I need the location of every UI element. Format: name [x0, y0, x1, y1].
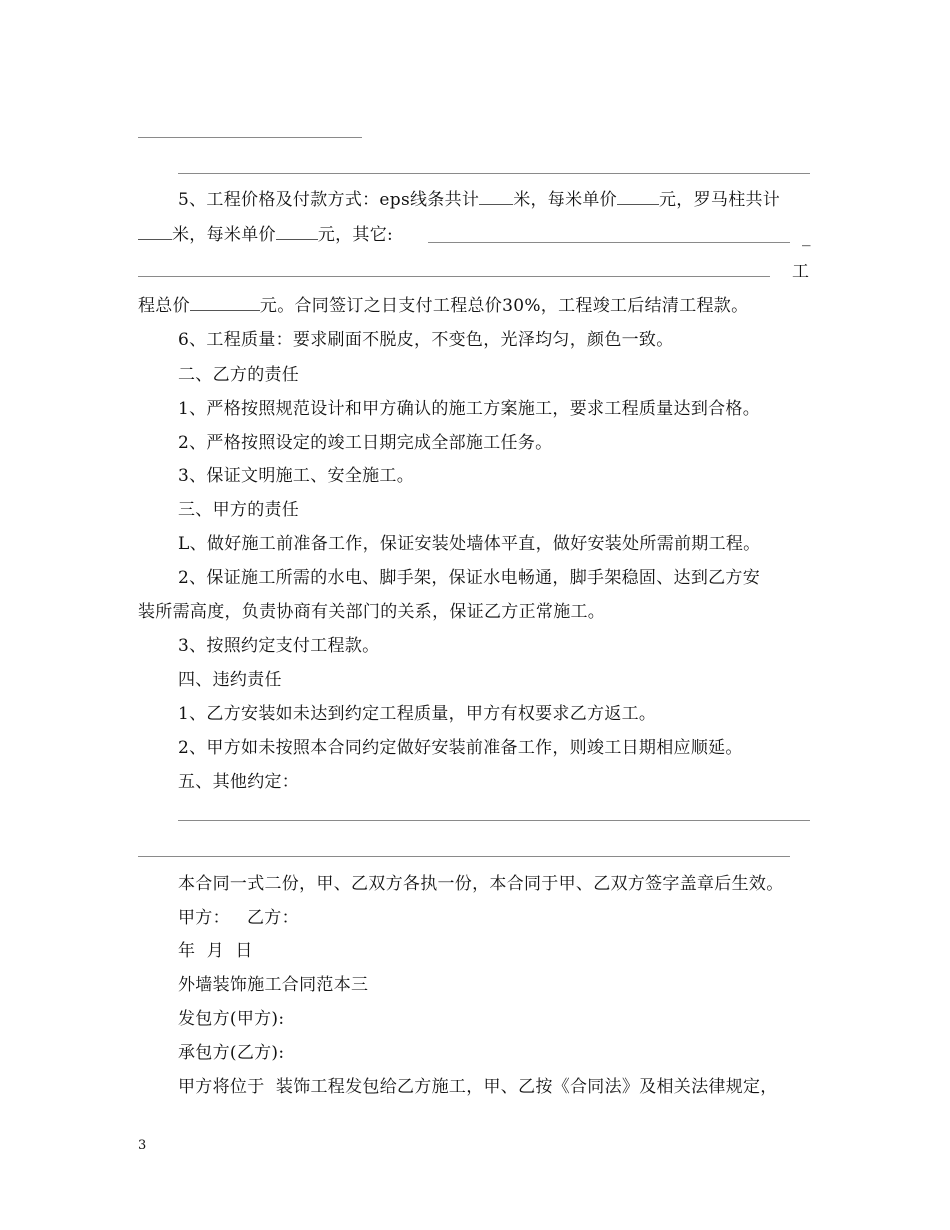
section-heading-4: 四、违约责任 — [178, 670, 282, 690]
other-terms-rule-1 — [178, 820, 810, 821]
section-heading-3: 三、甲方的责任 — [178, 500, 300, 520]
unit-price-label-2: 米，每米单价 — [172, 225, 276, 245]
column-unit-price-blank — [276, 223, 318, 240]
other-blank-rule — [428, 242, 790, 243]
section-heading-5: 五、其他约定： — [178, 772, 300, 792]
blank-rule-top-2 — [178, 173, 810, 174]
section-2-item-3: 3、保证文明施工、安全施工。 — [178, 466, 415, 486]
section-3-item-1: L、做好施工前准备工作，保证安装处墙体平直，做好安装处所需前期工程。 — [178, 534, 761, 554]
payment-terms: 元。合同签订之日支付工程总价30%，工程竣工后结清工程款。 — [259, 296, 749, 316]
price-line-2 — [138, 223, 393, 246]
price-eps-label: 5、工程价格及付款方式：eps线条共计 — [178, 190, 480, 210]
intro-clause: 甲方将位于 装饰工程发包给乙方施工，甲、乙按《合同法》及相关法律规定， — [178, 1077, 778, 1097]
section-4-item-2: 2、甲方如未按照本合同约定做好安装前准备工作，则竣工日期相应顺延。 — [178, 738, 743, 758]
employer-label: 发包方(甲方): — [178, 1009, 285, 1029]
eps-unit-price-blank — [617, 188, 659, 205]
page-number: 3 — [138, 1138, 147, 1153]
total-price-blank — [190, 294, 260, 311]
blank-rule-top-1 — [138, 137, 362, 138]
signature-date: 年 月 日 — [178, 941, 253, 961]
price-line-4 — [138, 294, 748, 317]
other-blank-rule-2 — [138, 276, 770, 277]
section-3-item-3: 3、按照约定支付工程款。 — [178, 636, 380, 656]
section-3-item-2a: 2、保证施工所需的水电、脚手架，保证水电畅通，脚手架稳固、达到乙方安 — [178, 568, 761, 588]
other-blank-tail: _ — [802, 227, 811, 247]
section-4-item-1: 1、乙方安装如未达到约定工程质量，甲方有权要求乙方返工。 — [178, 704, 657, 724]
total-price-label: 程总价 — [138, 296, 190, 316]
price-line-3-tail: 工 — [792, 262, 810, 282]
eps-length-blank — [479, 188, 513, 205]
column-length-blank — [138, 223, 172, 240]
unit-price-label: 米，每米单价 — [513, 190, 617, 210]
section-heading-2: 二、乙方的责任 — [178, 365, 300, 385]
other-terms-rule-2 — [138, 856, 790, 857]
contractor-label: 承包方(乙方): — [178, 1043, 285, 1063]
price-line-1 — [178, 188, 780, 211]
other-label: 元，其它: — [317, 225, 394, 245]
quality-line: 6、工程质量：要求刷面不脱皮，不变色，光泽均匀，颜色一致。 — [178, 330, 674, 350]
section-2-item-1: 1、严格按照规范设计和甲方确认的施工方案施工，要求工程质量达到合格。 — [178, 399, 761, 419]
copies-clause: 本合同一式二份，甲、乙双方各执一份，本合同于甲、乙双方签字盖章后生效。 — [178, 874, 784, 894]
contract-title-3: 外墙装饰施工合同范本三 — [178, 975, 369, 995]
section-3-item-2b: 装所需高度，负责协商有关部门的关系，保证乙方正常施工。 — [138, 602, 606, 622]
signature-parties: 甲方： 乙方： — [178, 908, 299, 928]
roman-column-label: 元，罗马柱共计 — [659, 190, 781, 210]
section-2-item-2: 2、严格按照设定的竣工日期完成全部施工任务。 — [178, 433, 553, 453]
